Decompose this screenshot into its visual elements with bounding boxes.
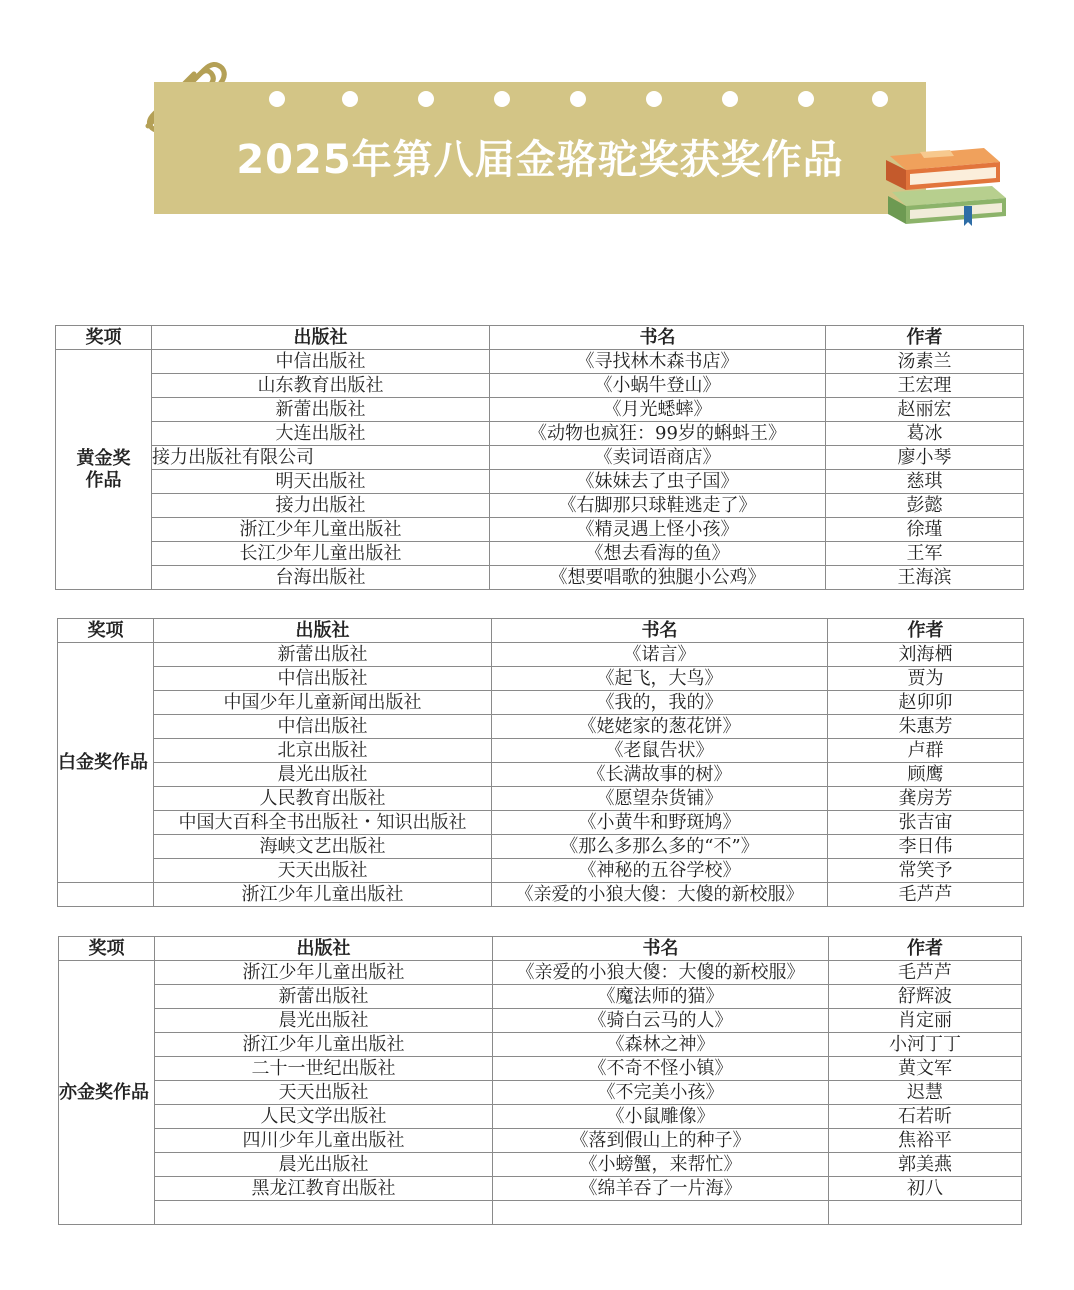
book-cell: 《精灵遇上怪小孩》 [490,518,826,542]
table-row [56,494,1024,518]
table-row [58,787,1024,811]
table-row [56,398,1024,422]
publisher-cell: 人民教育出版社 [154,787,492,811]
binder-hole [570,91,586,107]
table-row [59,1201,1022,1225]
table-row [59,1033,1022,1057]
table-row [59,961,1022,985]
header-publisher: 出版社 [152,326,490,350]
table-row [56,470,1024,494]
table-row [59,1129,1022,1153]
publisher-cell: 天天出版社 [154,859,492,883]
author-cell: 慈琪 [826,470,1024,494]
author-cell: 舒辉波 [829,985,1022,1009]
header-award: 奖项 [59,937,155,961]
table-row [58,859,1024,883]
author-cell: 王宏理 [826,374,1024,398]
publisher-cell: 晨光出版社 [155,1009,493,1033]
table-row [58,667,1024,691]
table-row [56,350,1024,374]
books-icon [880,140,1012,228]
award-category [59,961,155,1225]
author-cell: 汤素兰 [826,350,1024,374]
award-label: 白金奖作品 [58,751,148,773]
table-row [58,811,1024,835]
award-cell-empty [58,883,154,907]
table-row [59,1081,1022,1105]
publisher-cell: 浙江少年儿童出版社 [154,883,492,907]
book-cell: 《卖词语商店》 [490,446,826,470]
publisher-cell: 海峡文艺出版社 [154,835,492,859]
author-cell: 李日伟 [828,835,1024,859]
publisher-cell: 晨光出版社 [155,1153,493,1177]
book-cell: 《那么多那么多的“不”》 [492,835,828,859]
book-cell: 《绵羊吞了一片海》 [493,1177,829,1201]
table-row [59,1105,1022,1129]
author-cell: 龚房芳 [828,787,1024,811]
binder-hole [798,91,814,107]
book-cell: 《神秘的五谷学校》 [492,859,828,883]
header-author: 作者 [828,619,1024,643]
header-book: 书名 [492,619,828,643]
platinum-award-table [57,618,1024,907]
author-cell: 迟慧 [829,1081,1022,1105]
table-row [58,835,1024,859]
table-row [56,566,1024,590]
author-cell: 葛冰 [826,422,1024,446]
binder-hole [494,91,510,107]
publisher-cell [155,1201,493,1225]
author-cell: 初八 [829,1177,1022,1201]
binder-hole [722,91,738,107]
book-cell: 《不完美小孩》 [493,1081,829,1105]
binder-hole [269,91,285,107]
publisher-cell: 天天出版社 [155,1081,493,1105]
publisher-cell: 明天出版社 [152,470,490,494]
book-cell: 《起飞，大鸟》 [492,667,828,691]
author-cell: 赵丽宏 [826,398,1024,422]
publisher-cell: 新蕾出版社 [152,398,490,422]
header-publisher: 出版社 [155,937,493,961]
publisher-cell: 浙江少年儿童出版社 [155,1033,493,1057]
table-header-row [58,619,1024,643]
table-row [58,715,1024,739]
book-cell: 《姥姥家的葱花饼》 [492,715,828,739]
author-cell: 徐瑾 [826,518,1024,542]
table-row [58,739,1024,763]
book-cell: 《动物也疯狂：99岁的蝌蚪王》 [490,422,826,446]
author-cell: 王海滨 [826,566,1024,590]
publisher-cell: 浙江少年儿童出版社 [155,961,493,985]
book-cell: 《想要唱歌的独腿小公鸡》 [490,566,826,590]
publisher-cell: 人民文学出版社 [155,1105,493,1129]
publisher-cell: 接力出版社有限公司 [152,446,490,470]
publisher-cell: 接力出版社 [152,494,490,518]
table-row [59,1057,1022,1081]
author-cell: 贾为 [828,667,1024,691]
table-header-row [56,326,1024,350]
binder-hole [646,91,662,107]
table-row [56,542,1024,566]
author-cell: 彭懿 [826,494,1024,518]
yijin-award-table [58,936,1022,1225]
table-row [56,446,1024,470]
header-author: 作者 [826,326,1024,350]
table-row [58,763,1024,787]
author-cell: 黄文军 [829,1057,1022,1081]
book-cell: 《森林之神》 [493,1033,829,1057]
author-cell: 顾鹰 [828,763,1024,787]
author-cell: 焦裕平 [829,1129,1022,1153]
publisher-cell: 中信出版社 [154,667,492,691]
publisher-cell: 四川少年儿童出版社 [155,1129,493,1153]
book-cell: 《小鼠雕像》 [493,1105,829,1129]
book-cell: 《我的，我的》 [492,691,828,715]
book-cell: 《想去看海的鱼》 [490,542,826,566]
author-cell: 常笑予 [828,859,1024,883]
author-cell: 朱惠芳 [828,715,1024,739]
title-banner [154,82,926,214]
table-row [59,1009,1022,1033]
author-cell: 刘海栖 [828,643,1024,667]
award-label: 亦金奖作品 [59,1081,149,1103]
award-label: 黄金奖作品 [76,447,131,491]
publisher-cell: 山东教育出版社 [152,374,490,398]
book-cell: 《老鼠告状》 [492,739,828,763]
award-category [56,350,152,590]
header-publisher: 出版社 [154,619,492,643]
publisher-cell: 新蕾出版社 [155,985,493,1009]
page-title: 2025年第八届金骆驼奖获奖作品 [236,137,844,183]
author-cell: 毛芦芦 [829,961,1022,985]
author-cell: 赵卯卯 [828,691,1024,715]
award-category [58,643,154,883]
book-cell: 《骑白云马的人》 [493,1009,829,1033]
publisher-cell: 大连出版社 [152,422,490,446]
table-row [56,374,1024,398]
binder-hole [342,91,358,107]
table-row [56,422,1024,446]
table-row [59,985,1022,1009]
publisher-cell: 黑龙江教育出版社 [155,1177,493,1201]
author-cell: 毛芦芦 [828,883,1024,907]
table-row [59,1153,1022,1177]
book-cell: 《亲爱的小狼大傻：大傻的新校服》 [492,883,828,907]
table-row [58,691,1024,715]
author-cell: 郭美燕 [829,1153,1022,1177]
author-cell: 王军 [826,542,1024,566]
table-row [58,883,1024,907]
gold-award-table [55,325,1024,590]
publisher-cell: 中信出版社 [154,715,492,739]
book-cell: 《小蜗牛登山》 [490,374,826,398]
publisher-cell: 长江少年儿童出版社 [152,542,490,566]
book-cell: 《魔法师的猫》 [493,985,829,1009]
binder-hole [872,91,888,107]
book-cell: 《寻找林木森书店》 [490,350,826,374]
table-row [59,1177,1022,1201]
publisher-cell: 中国大百科全书出版社・知识出版社 [154,811,492,835]
book-cell: 《诺言》 [492,643,828,667]
header-book: 书名 [490,326,826,350]
header-award: 奖项 [58,619,154,643]
book-cell: 《愿望杂货铺》 [492,787,828,811]
publisher-cell: 台海出版社 [152,566,490,590]
author-cell: 廖小琴 [826,446,1024,470]
publisher-cell: 二十一世纪出版社 [155,1057,493,1081]
publisher-cell: 浙江少年儿童出版社 [152,518,490,542]
header-book: 书名 [493,937,829,961]
publisher-cell: 中国少年儿童新闻出版社 [154,691,492,715]
author-cell: 肖定丽 [829,1009,1022,1033]
book-cell [493,1201,829,1225]
header-award: 奖项 [56,326,152,350]
author-cell [829,1201,1022,1225]
book-cell: 《妹妹去了虫子国》 [490,470,826,494]
binder-holes [154,82,926,122]
book-cell: 《月光蟋蟀》 [490,398,826,422]
book-cell: 《不奇不怪小镇》 [493,1057,829,1081]
author-cell: 小河丁丁 [829,1033,1022,1057]
book-cell: 《亲爱的小狼大傻：大傻的新校服》 [493,961,829,985]
table-row [56,518,1024,542]
author-cell: 卢群 [828,739,1024,763]
author-cell: 石若昕 [829,1105,1022,1129]
book-cell: 《小黄牛和野斑鸠》 [492,811,828,835]
author-cell: 张吉宙 [828,811,1024,835]
table-header-row [59,937,1022,961]
header-author: 作者 [829,937,1022,961]
book-cell: 《落到假山上的种子》 [493,1129,829,1153]
publisher-cell: 中信出版社 [152,350,490,374]
binder-hole [418,91,434,107]
book-cell: 《右脚那只球鞋逃走了》 [490,494,826,518]
publisher-cell: 北京出版社 [154,739,492,763]
book-cell: 《小螃蟹，来帮忙》 [493,1153,829,1177]
publisher-cell: 晨光出版社 [154,763,492,787]
table-row [58,643,1024,667]
book-cell: 《长满故事的树》 [492,763,828,787]
publisher-cell: 新蕾出版社 [154,643,492,667]
